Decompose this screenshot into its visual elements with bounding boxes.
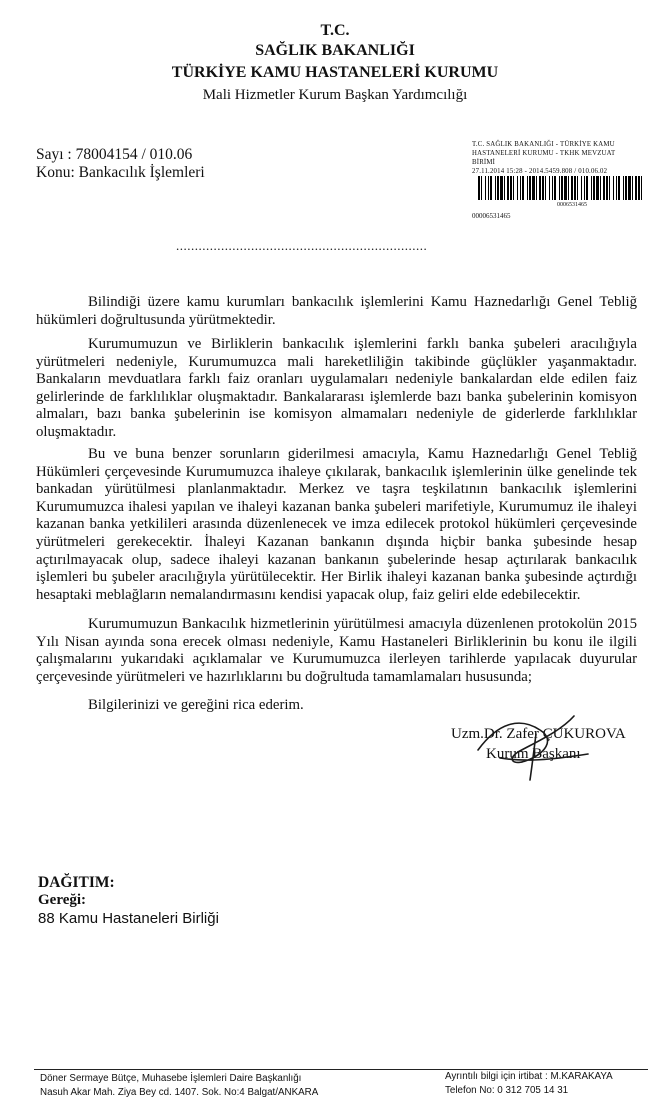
body-paragraph-4: Kurumumuzun Bankacılık hizmetlerinin yürütülmesi amacıyla düzenlenen protokolün 2015 Yılı Nisan ayında sona erecek olması nedeniyle, Kamu Hastaneleri Birliklerinin bu konu ile ilgili çalışmalarını yukarıdaki açıklamalar ve Kurumumuzca ilerleyen tarihlerde yapılacak duyurular çerçevesinde yürütmeleri ve hazırlıklarını bu doğrultuda tamamlamaları hususunda; bbox=[36, 616, 637, 685]
document-number: Sayı : 78004154 / 010.06 bbox=[36, 146, 193, 163]
distribution-title: DAĞITIM: bbox=[38, 874, 115, 891]
body-paragraph-2: Kurumumuzun ve Birliklerin bankacılık işlemlerini farklı banka şubeleri aracılığıyla yürütmeleri nedeniyle, Kurumumuzca mali hareketliliğin takibinde güçlükler yaşanmaktadır. Bankaların mevduatlara farklı faiz oranları uygulamaları nedeniyle bankalardan elde edilen faiz gelirlerinde de farklılıklar oluşmaktadır. Bankalararası işlemlerde bazı banka şubelerinin komisyon almaları, bazı banka şubelerinin ise komisyon almamaları nedeniyle de giderlerde farklılıklar oluşmaktadır. bbox=[36, 336, 637, 440]
header-institution: TÜRKİYE KAMU HASTANELERİ KURUMU bbox=[171, 64, 499, 81]
stamp-line-4: 27.11.2014 15:28 - 2014.5459.808 / 010.06.02 bbox=[472, 168, 608, 175]
signer-title: Kurum Başkanı bbox=[486, 746, 581, 762]
header-ministry: SAĞLIK BAKANLIĞI bbox=[255, 42, 415, 59]
barcode-image bbox=[478, 176, 644, 200]
footer-department: Döner Sermaye Bütçe, Muhasebe İşlemleri Daire Başkanlığı bbox=[40, 1073, 302, 1084]
header-department: Mali Hizmetler Kurum Başkan Yardımcılığı bbox=[202, 87, 468, 103]
separator-dots: ................................................................... bbox=[176, 238, 428, 253]
body-paragraph-1: Bilindiği üzere kamu kurumları bankacılık işlemlerini Kamu Haznedarlığı Genel Tebliğ hükümleri doğrultusunda yürütmektedir. bbox=[36, 294, 637, 328]
document-subject: Konu: Bankacılık İşlemleri bbox=[36, 164, 205, 181]
registry-number: 00006531465 bbox=[472, 212, 511, 220]
footer-phone: Telefon No: 0 312 705 14 31 bbox=[445, 1085, 569, 1096]
signer-name: Uzm.Dr. Zafer ÇUKUROVA bbox=[451, 726, 626, 742]
closing-line: Bilgilerinizi ve gereğini rica ederim. bbox=[88, 697, 304, 713]
footer-contact: Ayrıntılı bilgi için irtibat : M.KARAKAYA bbox=[445, 1071, 613, 1082]
footer-address: Nasuh Akar Mah. Ziya Bey cd. 1407. Sok. No:4 Balgat/ANKARA bbox=[40, 1087, 319, 1098]
header-tc: T.C. bbox=[320, 22, 350, 39]
body-paragraph-3: Bu ve buna benzer sorunların giderilmesi amacıyla, Kamu Haznedarlığı Genel Tebliğ Hükümleri çerçevesinde Kurumumuzca ihaleye çıkılarak, bankacılık işlemlerinin ülke genelinde tek bankadan yürütülmesi planlanmaktadır. Merkez ve taşra teşkilatının bankacılık işlemlerini Kurumumuzca ihalesi yapılan ve ihaleyi kazanan banka şubeleri marifetiyle, Kurumumuz ile ihaleyi kazanan banka yetkilileri arasında düzenlenecek ve imza edilecek protokol hükümleri çerçevesinde yürütmeleri gerekecektir. İhaleyi Kazanan bankanın dışında hiçbir banka şubesinde hesap açtırılmayacak olup, sadece ihaleyi kazanan bankanın şubelerinde hesap açtırılarak bankacılık işlemleri bu şubeler aracılığıyla yürütülecektir. Her Birlik ihaleyi kazanan banka şubesinde açtırdığı hesaptaki meblağların nemalandırmasını kendisi yapacak olup, faiz geliri elde edebilecektir. bbox=[36, 446, 637, 603]
stamp-line-1: T.C. SAĞLIK BAKANLIĞI - TÜRKİYE KAMU bbox=[472, 141, 615, 148]
stamp-line-2: HASTANELERİ KURUMU - TKHK MEVZUAT bbox=[472, 150, 616, 157]
footer-divider bbox=[34, 1069, 648, 1070]
distribution-recipient: 88 Kamu Hastaneleri Birliği bbox=[38, 910, 219, 927]
barcode-number: 0006531465 bbox=[557, 202, 587, 208]
stamp-line-3: BİRİMİ bbox=[472, 159, 496, 166]
distribution-action-label: Gereği: bbox=[38, 892, 87, 908]
registry-stamp bbox=[472, 140, 670, 176]
handwritten-signature bbox=[470, 710, 600, 782]
